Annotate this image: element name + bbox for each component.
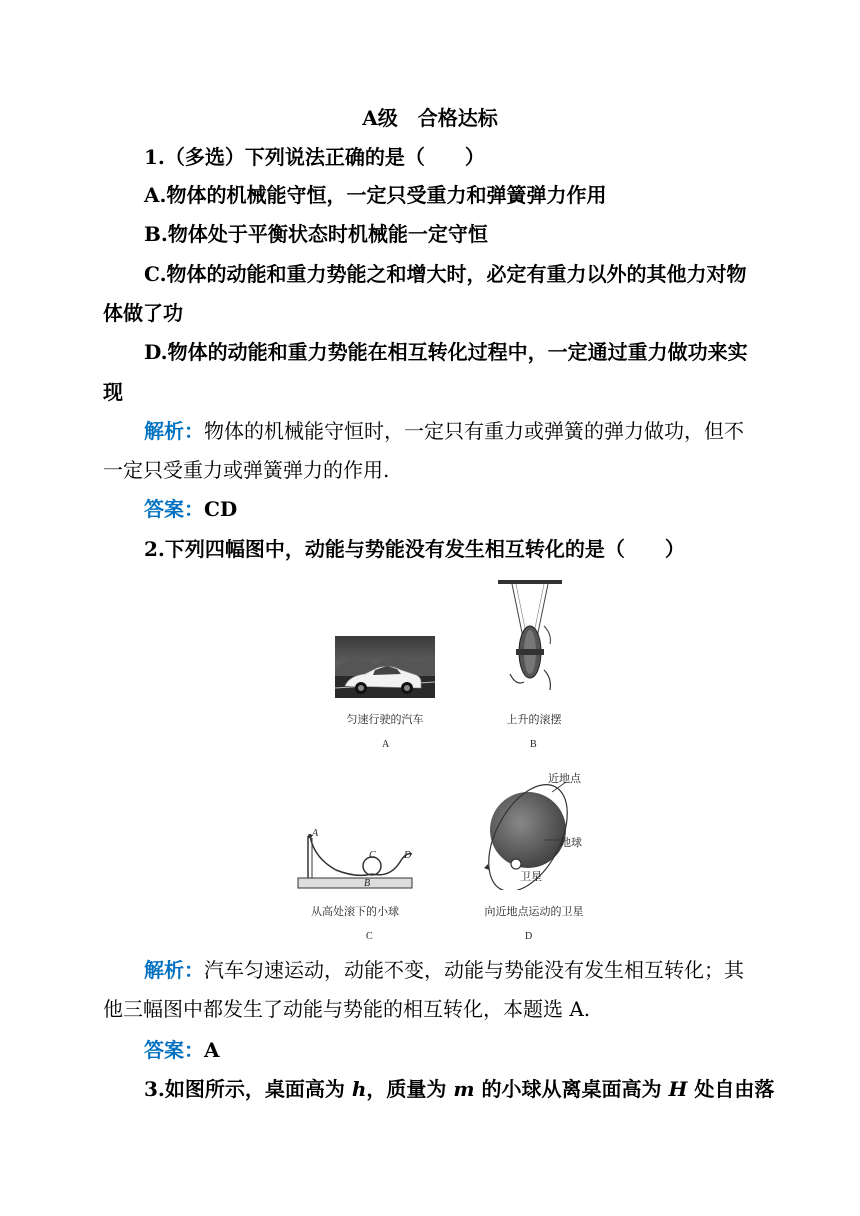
q2-analysis-line1 xyxy=(144,956,744,984)
q2-stem: 2.下列四幅图中，动能与势能没有发生相互转化的是（ ） xyxy=(144,537,685,561)
rolling-pendulum xyxy=(494,578,566,698)
q1-analysis-line1 xyxy=(144,417,744,445)
car-icon xyxy=(335,636,435,698)
answer-label: 答案： xyxy=(144,1038,204,1062)
fig-a-letter: A xyxy=(382,739,390,750)
q2-answer xyxy=(144,1036,220,1064)
q1-option-a: A.物体的机械能守恒，一定只受重力和弹簧弹力作用 xyxy=(144,183,607,207)
pendulum-icon xyxy=(494,578,566,698)
point-c-label: C xyxy=(369,850,376,861)
q1-analysis-text: 物体的机械能守恒时，一定只有重力或弹簧的弹力做功，但不 xyxy=(204,419,744,443)
perigee-label: 近地点 xyxy=(548,772,581,785)
var-H: H xyxy=(668,1077,688,1101)
q1-option-c-line2: 体做了功 xyxy=(103,301,183,325)
q2-analysis-text: 汽车匀速运动，动能不变，动能与势能没有发生相互转化；其 xyxy=(204,958,744,982)
q1-option-d-line1: D.物体的动能和重力势能在相互转化过程中，一定通过重力做功来实 xyxy=(144,340,748,364)
fig-b-caption: 上升的滚摆 xyxy=(506,713,562,726)
q1-stem: 1.（多选）下列说法正确的是（ ） xyxy=(144,145,485,169)
fig-a-caption: 匀速行驶的汽车 xyxy=(346,713,424,726)
q2-analysis-line2: 他三幅图中都发生了动能与势能的相互转化，本题选 A. xyxy=(103,997,591,1021)
analysis-label: 解析： xyxy=(144,419,204,443)
var-h: h xyxy=(351,1077,367,1101)
q1-answer xyxy=(144,495,237,523)
earth-label: 地球 xyxy=(560,836,582,849)
q3-stem-part: 处自由落 xyxy=(687,1077,775,1101)
q1-option-b: B.物体处于平衡状态时机械能一定守恒 xyxy=(144,222,488,246)
fig-c-caption: 从高处滚下的小球 xyxy=(311,905,399,918)
fig-d-caption: 向近地点运动的卫星 xyxy=(484,905,584,918)
q3-stem-part: 3.如图所示，桌面高为 xyxy=(144,1077,352,1101)
satellite-orbit xyxy=(474,768,604,890)
q1-option-d-line2: 现 xyxy=(103,380,123,404)
answer-label: 答案： xyxy=(144,497,204,521)
q1-analysis-line2: 一定只受重力或弹簧弹力的作用. xyxy=(103,458,390,482)
car-photo xyxy=(335,636,435,698)
loop-track xyxy=(296,828,414,892)
q2-answer-value: A xyxy=(204,1038,220,1062)
point-d-label: D xyxy=(404,850,412,861)
satellite-label: 卫星 xyxy=(520,870,542,883)
point-a-label: A xyxy=(312,828,319,839)
q3-stem-part: 的小球从离桌面高为 xyxy=(474,1077,669,1101)
fig-b-letter: B xyxy=(530,739,537,750)
var-m: m xyxy=(453,1077,475,1101)
section-title: A级 合格达标 xyxy=(362,106,498,130)
q1-answer-value: CD xyxy=(204,497,238,521)
q1-option-c-line1: C.物体的动能和重力势能之和增大时，必定有重力以外的其他力对物 xyxy=(144,262,747,286)
point-b-label: B xyxy=(364,878,371,889)
analysis-label: 解析： xyxy=(144,958,204,982)
fig-d-letter: D xyxy=(525,931,533,942)
fig-c-letter: C xyxy=(366,931,373,942)
q3-stem-part: ，质量为 xyxy=(366,1077,454,1101)
q3-stem xyxy=(144,1075,774,1103)
